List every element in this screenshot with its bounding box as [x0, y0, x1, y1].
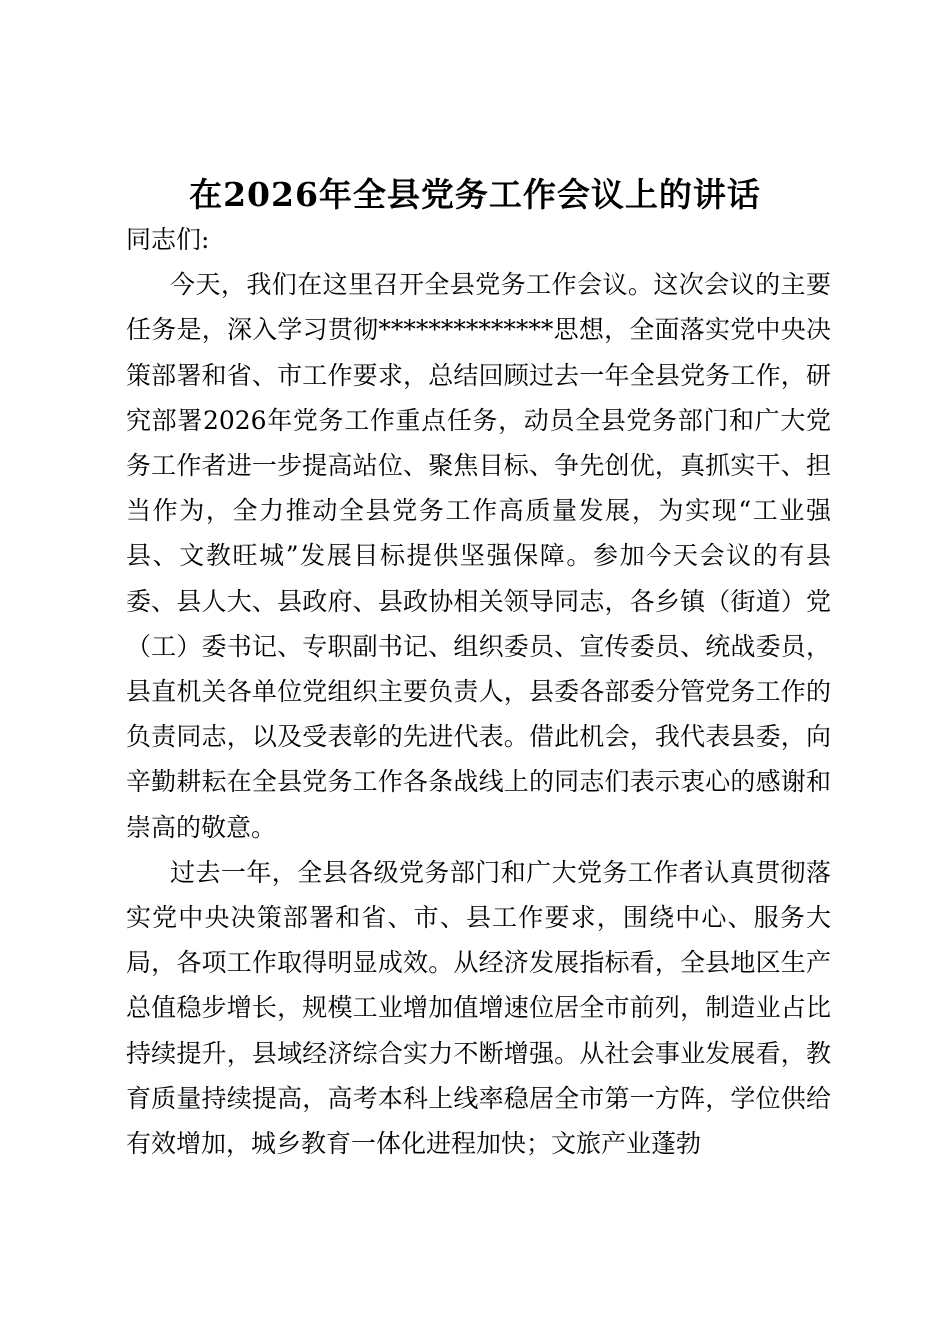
document-body: [126, 217, 831, 1166]
salutation: 同志们:: [126, 225, 210, 254]
document-title: 在2026年全县党务工作会议上的讲话: [189, 175, 761, 214]
paragraph-2: 过去一年，全县各级党务部门和广大党务工作者认真贯彻落实党中央决策部署和省、市、县工作要求，围绕中心、服务大局，各项工作取得明显成效。从经济发展指标看，全县地区生产总值稳步增长，规模工业增加值增速位居全市前列，制造业占比持续提升，县域经济综合实力不断增强。从社会事业发展看，教育质量持续提高，高考本科上线率稳居全市第一方阵，学位供给有效增加，城乡教育一体化进程加快；文旅产业蓬勃: [126, 857, 831, 1159]
paragraph-1: 今天，我们在这里召开全县党务工作会议。这次会议的主要任务是，深入学习贯彻**************思想，全面落实党中央决策部署和省、市工作要求，总结回顾过去一年全县党务工作，研究部署2026年党务工作重点任务，动员全县党务部门和广大党务工作者进一步提高站位、聚焦目标、争先创优，真抓实干、担当作为，全力推动全县党务工作高质量发展，为实现“工业强县、文教旺城”发展目标提供坚强保障。参加今天会议的有县委、县人大、县政府、县政协相关领导同志，各乡镇（街道）党（工）委书记、专职副书记、组织委员、宣传委员、统战委员，县直机关各单位党组织主要负责人，县委各部委分管党务工作的负责同志，以及受表彰的先进代表。借此机会，我代表县委，向辛勤耕耘在全县党务工作各条战线上的同志们表示衷心的感谢和崇高的敬意。: [126, 270, 831, 842]
